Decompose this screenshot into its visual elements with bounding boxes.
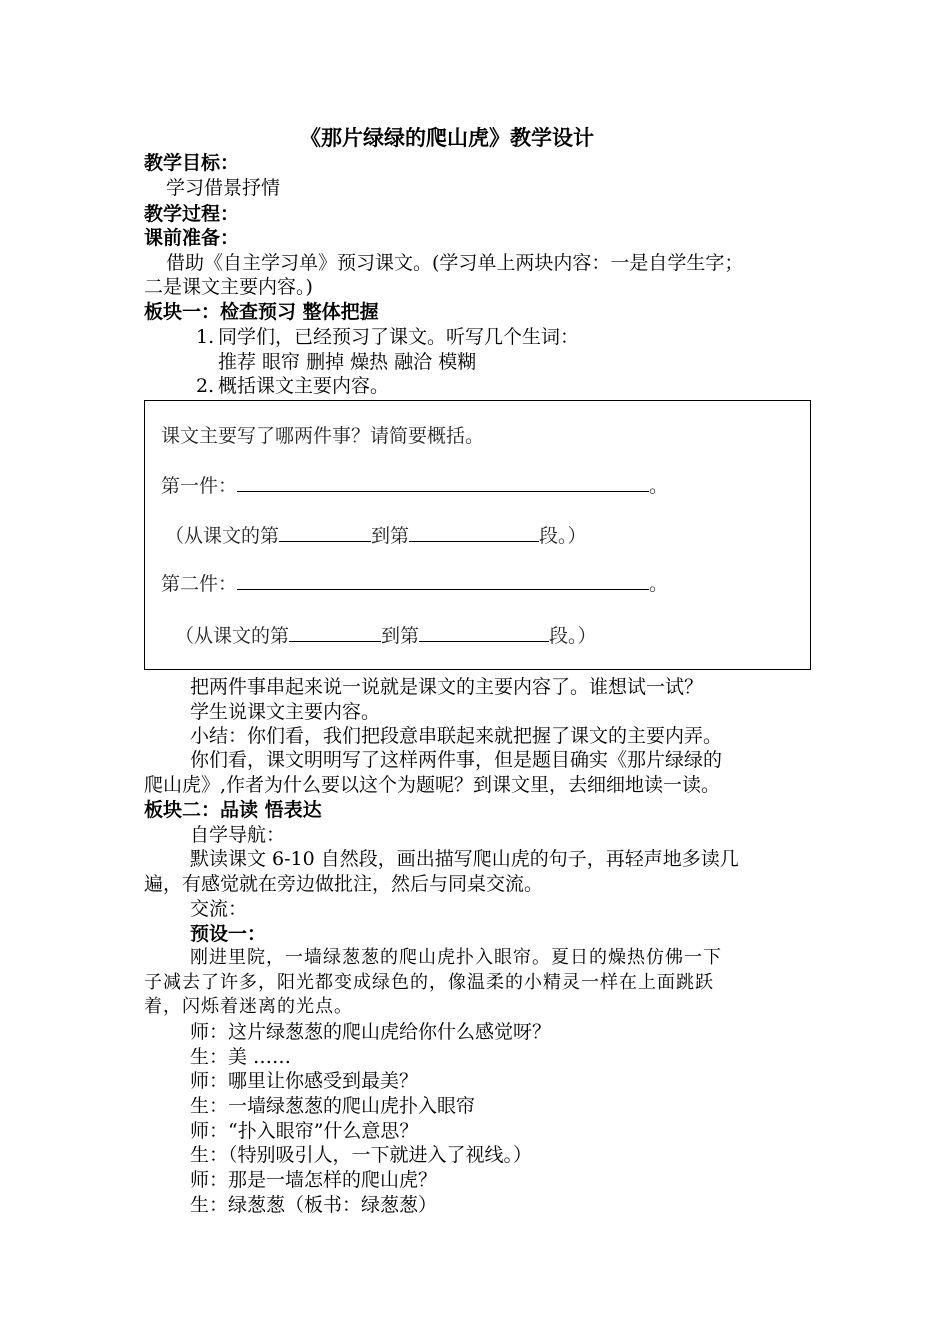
- dialog-line: 生：一墙绿葱葱的爬山虎扑入眼帘: [190, 1095, 476, 1117]
- first-range-row: [165, 521, 587, 548]
- dialog-line: 生：绿葱葱（板书：绿葱葱）: [190, 1194, 438, 1216]
- first-event-row: [161, 471, 668, 498]
- goal-heading: 教学目标：: [144, 152, 240, 174]
- item1-text: 同学们，已经预习了课文。听写几个生词：: [218, 326, 580, 348]
- task-line2: 遍，有感觉就在旁边做批注，然后与同桌交流。: [144, 873, 544, 895]
- dialog-line: 师：“扑入眼帘”什么意思？: [190, 1120, 419, 1142]
- task-line1: 默读课文 6-10 自然段，画出描写爬山虎的句子，再轻声地多读几: [190, 848, 739, 870]
- first-event-blank: [237, 473, 649, 492]
- prep-text-line1: 借助《自主学习单》预习课文。(学习单上两块内容：一是自学生字；: [166, 252, 744, 274]
- first-event-label: 第一件：: [161, 475, 238, 497]
- item1-number: 1.: [196, 326, 215, 348]
- worksheet-box: [144, 400, 811, 670]
- dialog-line: 师：那是一墙怎样的爬山虎？: [190, 1169, 438, 1191]
- after-box-p4-line2: 爬山虎》,作者为什么要以这个为题呢？到课文里，去细细地读一读。: [144, 774, 721, 796]
- first-range-mid: 到第: [371, 525, 410, 547]
- item2-text: 概括课文主要内容。: [218, 375, 390, 397]
- after-box-p1: 把两件事串起来说一说就是课文的主要内容了。谁想试一试？: [190, 676, 704, 698]
- after-box-summary: 小结：你们看，我们把段意串联起来就把握了课文的主要内弄。: [190, 725, 723, 747]
- dialog-line: 生：美 ……: [190, 1046, 292, 1068]
- block2-heading: 板块二：品读 悟表达: [144, 799, 322, 821]
- second-range-open: （从课文的第: [175, 625, 290, 647]
- document-title: 《那片绿绿的爬山虎》教学设计: [300, 126, 594, 150]
- second-event-period: 。: [649, 573, 669, 595]
- exchange-label: 交流：: [190, 898, 248, 920]
- item1-words: 推荐 眼帘 删掉 燥热 融洽 模糊: [218, 351, 477, 373]
- dialog-line: 师：这片绿葱葱的爬山虎给你什么感觉呀？: [190, 1021, 552, 1043]
- process-heading: 教学过程：: [144, 203, 240, 225]
- second-event-row: [161, 569, 668, 596]
- second-range-end-blank: [419, 623, 549, 642]
- quote-line2: 子减去了许多，阳光都变成绿色的，像温柔的小精灵一样在上面跳跃: [144, 972, 714, 993]
- item2-number: 2.: [196, 375, 215, 397]
- dialog-line: 师：哪里让你感受到最美？: [190, 1070, 419, 1092]
- block1-heading: 板块一：检查预习 整体把握: [144, 301, 379, 323]
- second-range-end: 段。）: [549, 625, 597, 647]
- first-event-period: 。: [649, 475, 669, 497]
- dialog-line: 生：（特别吸引人，一下就进入了视线。）: [190, 1144, 533, 1166]
- box-question: 课文主要写了哪两件事？请简要概括。: [161, 425, 485, 447]
- first-range-start-blank: [279, 523, 371, 542]
- prep-heading: 课前准备：: [144, 227, 240, 249]
- second-event-label: 第二件：: [161, 573, 238, 595]
- first-range-open: （从课文的第: [165, 525, 280, 547]
- after-box-p4-line1: 你们看，课文明明写了这样两件事，但是题目确实《那片绿绿的: [190, 749, 723, 771]
- second-range-mid: 到第: [381, 625, 420, 647]
- self-study-guide: 自学导航：: [190, 824, 286, 846]
- after-box-p2: 学生说课文主要内容。: [190, 701, 381, 723]
- prep-text-line2: 二是课文主要内容。): [144, 276, 313, 298]
- quote-line1: 刚进里院，一墙绿葱葱的爬山虎扑入眼帘。夏日的燥热仿佛一下: [190, 947, 722, 968]
- preset-heading: 预设一：: [190, 923, 267, 945]
- second-range-row: [175, 621, 597, 648]
- goal-text: 学习借景抒情: [166, 177, 281, 199]
- second-range-start-blank: [289, 623, 381, 642]
- second-event-blank: [237, 571, 649, 590]
- first-range-end-blank: [409, 523, 539, 542]
- first-range-end: 段。）: [539, 525, 587, 547]
- quote-line3: 着，闪烁着迷离的光点。: [144, 996, 353, 1017]
